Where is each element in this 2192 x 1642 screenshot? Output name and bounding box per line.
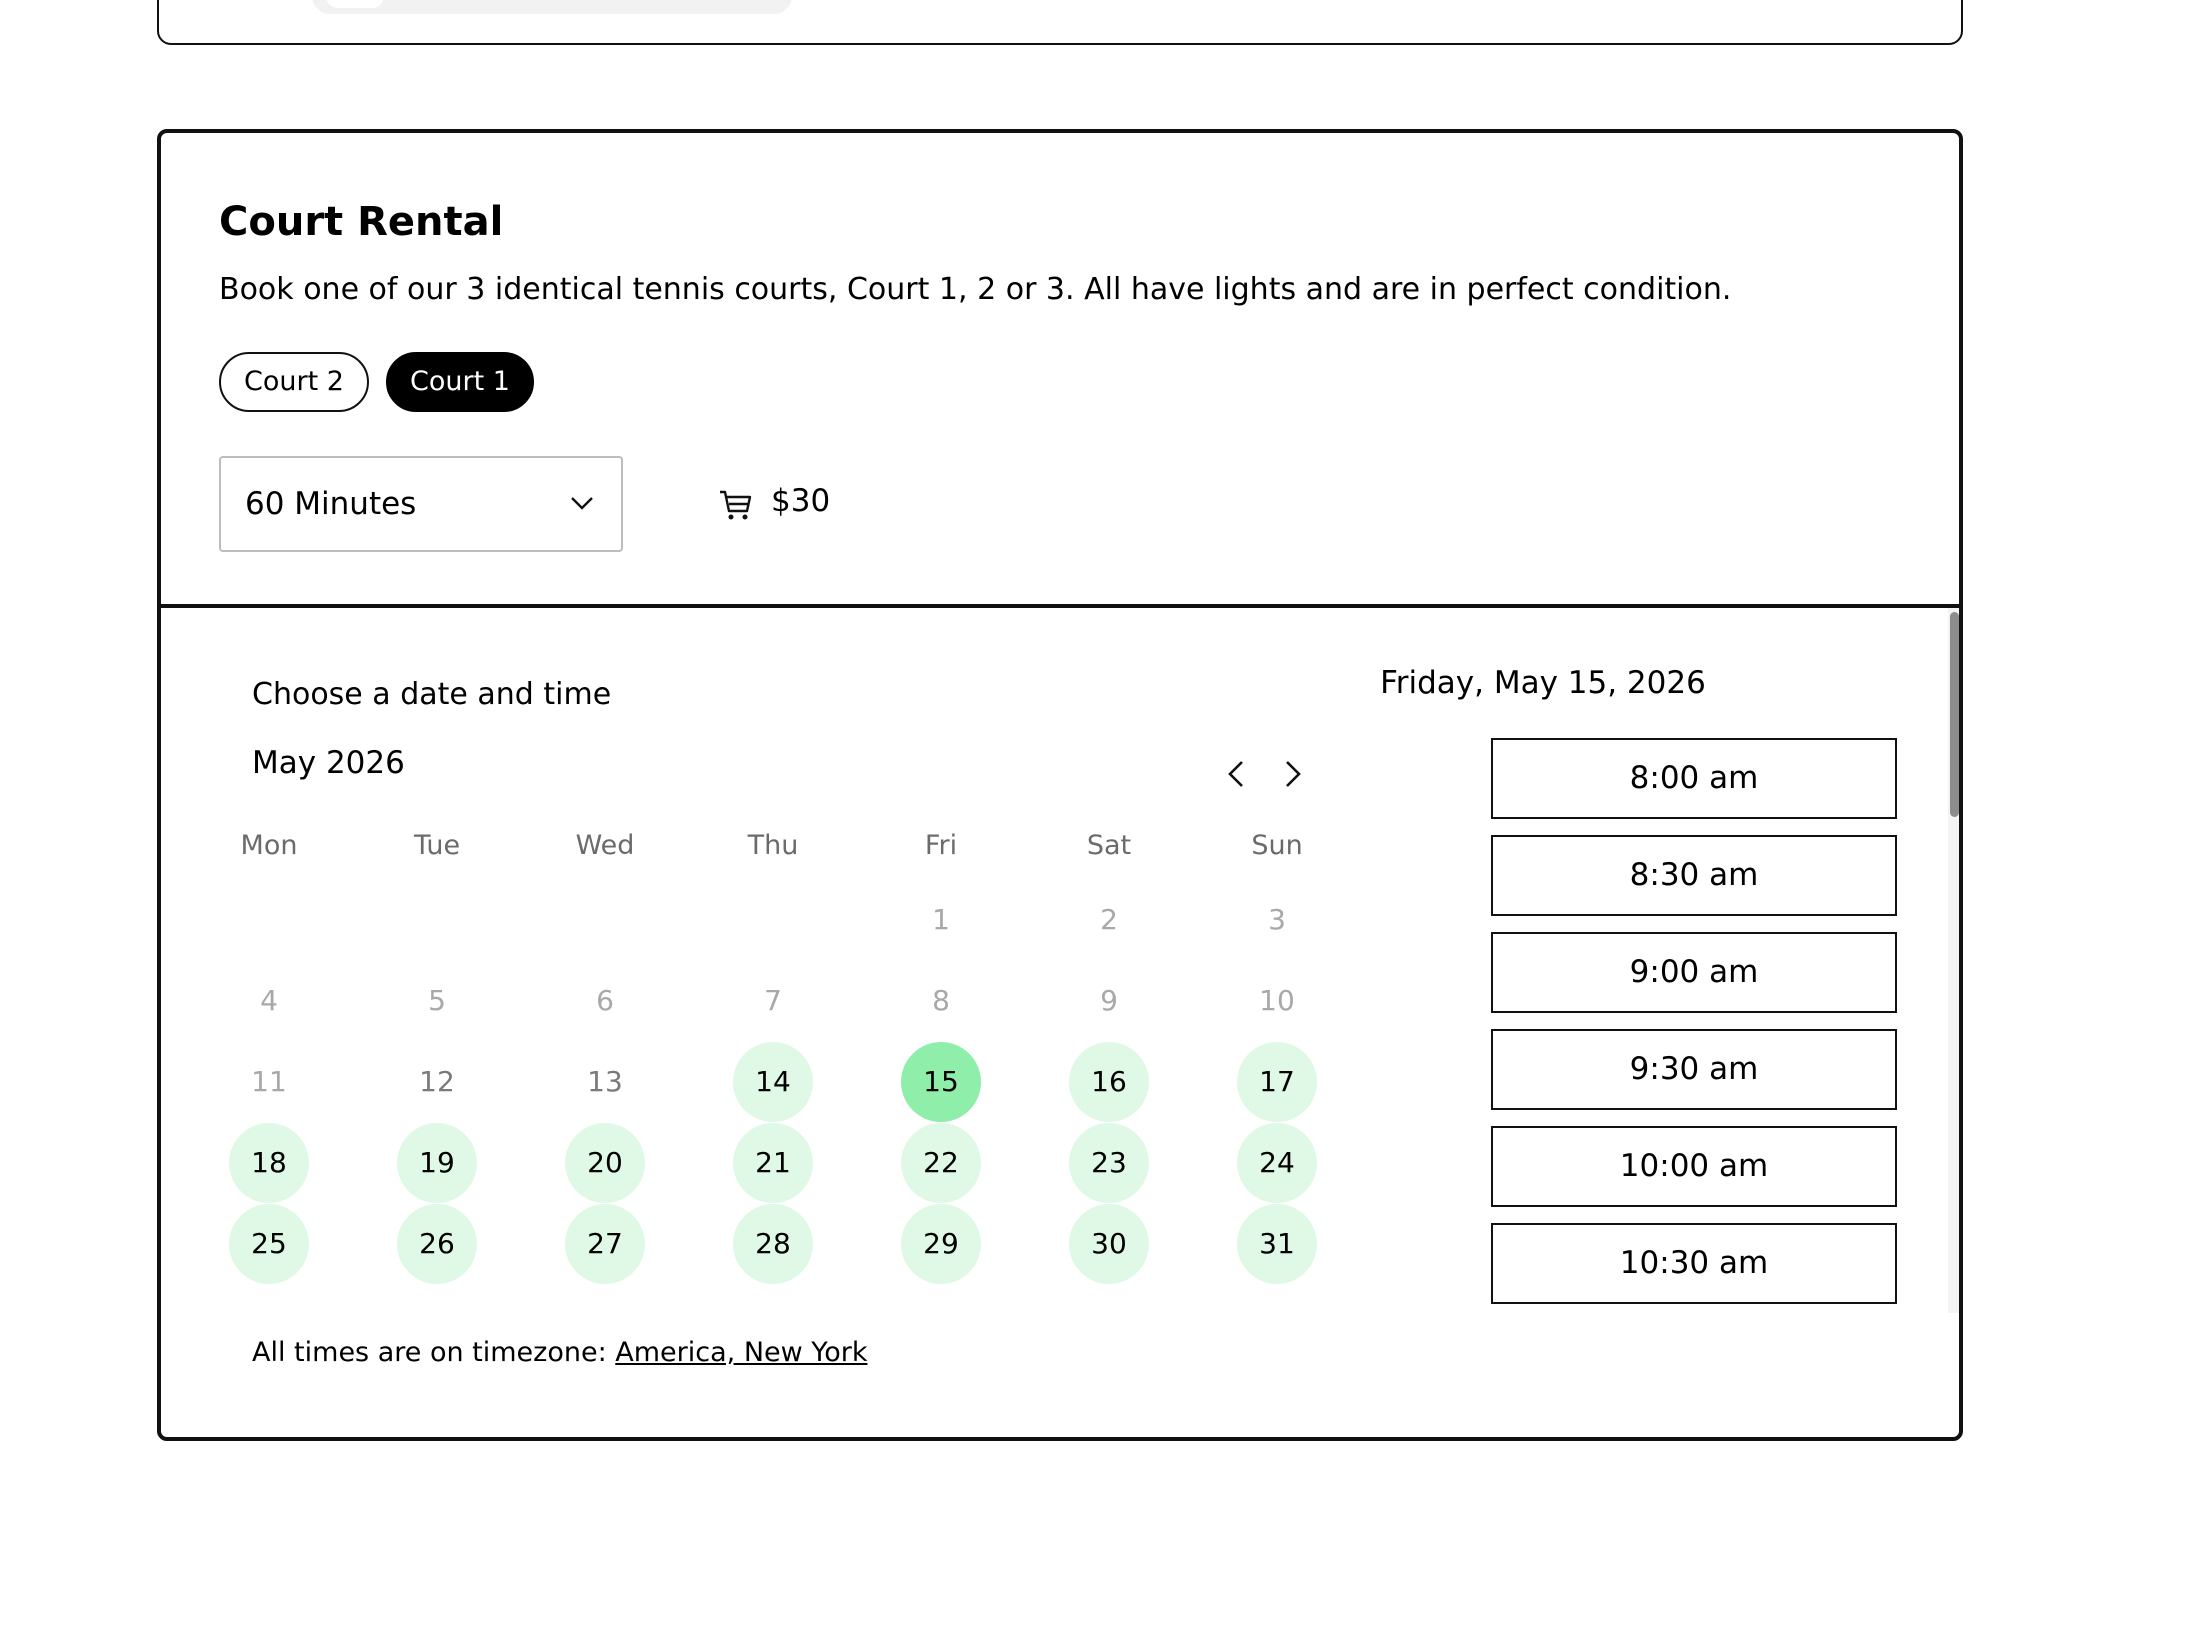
calendar-day-available[interactable]: 31	[1237, 1204, 1317, 1284]
chevron-left-icon[interactable]	[1222, 754, 1252, 794]
duration-select[interactable]	[219, 456, 623, 552]
calendar-day-available[interactable]: 28	[733, 1204, 813, 1284]
weekday-thu: Thu	[747, 830, 799, 861]
weekday-fri: Fri	[924, 830, 958, 861]
calendar-day-available[interactable]: 16	[1069, 1042, 1149, 1122]
chevron-down-icon	[569, 492, 595, 514]
calendar-day-available[interactable]: 26	[397, 1204, 477, 1284]
previous-card-knob	[324, 0, 386, 10]
price-value: $30	[771, 483, 831, 519]
scrollbar-thumb[interactable]	[1950, 612, 1959, 817]
calendar-day: 8	[932, 984, 950, 1017]
court-1-chip[interactable]: Court 1	[386, 352, 534, 412]
service-details	[161, 133, 1959, 608]
calendar-day-available[interactable]: 29	[901, 1204, 981, 1284]
calendar-day-selected[interactable]: 15	[901, 1042, 981, 1122]
court-2-chip[interactable]: Court 2	[219, 352, 369, 412]
service-title: Court Rental	[219, 199, 504, 245]
calendar-day-available[interactable]: 23	[1069, 1123, 1149, 1203]
calendar-day-available[interactable]: 19	[397, 1123, 477, 1203]
time-slot-button[interactable]: 10:00 am	[1491, 1126, 1897, 1207]
duration-value: 60 Minutes	[245, 486, 417, 522]
calendar-day: 13	[587, 1065, 623, 1098]
calendar-day-available[interactable]: 20	[565, 1123, 645, 1203]
time-slot-button[interactable]: 10:30 am	[1491, 1223, 1897, 1304]
calendar-day: 3	[1268, 903, 1286, 936]
calendar-day: 4	[260, 984, 278, 1017]
calendar-day: 5	[428, 984, 446, 1017]
booking-panel	[161, 608, 1959, 1441]
previous-card-control[interactable]	[312, 0, 792, 14]
weekday-sun: Sun	[1251, 830, 1303, 861]
calendar-day: 11	[251, 1065, 287, 1098]
calendar-day: 12	[419, 1065, 455, 1098]
timezone-label: All times are on timezone:	[252, 1337, 607, 1368]
calendar-day: 9	[1100, 984, 1118, 1017]
calendar-day-available[interactable]: 22	[901, 1123, 981, 1203]
calendar-day-available[interactable]: 14	[733, 1042, 813, 1122]
weekday-tue: Tue	[413, 830, 461, 861]
calendar-day: 6	[596, 984, 614, 1017]
selected-date-heading: Friday, May 15, 2026	[1380, 665, 1706, 701]
calendar-day-available[interactable]: 24	[1237, 1123, 1317, 1203]
time-slot-button[interactable]: 9:00 am	[1491, 932, 1897, 1013]
weekday-mon: Mon	[240, 830, 298, 861]
calendar-month: May 2026	[252, 745, 405, 781]
booking-heading: Choose a date and time	[252, 677, 612, 712]
time-slot-list[interactable]	[1491, 738, 1911, 1441]
previous-card	[157, 0, 1963, 45]
timezone-note	[252, 1337, 867, 1368]
cart-icon	[718, 487, 754, 523]
service-description: Book one of our 3 identical tennis courts, Court 1, 2 or 3. All have lights and are in perfect condition.	[219, 272, 1732, 307]
chevron-right-icon[interactable]	[1277, 754, 1307, 794]
time-slot-button[interactable]: 8:30 am	[1491, 835, 1897, 916]
calendar-day: 1	[932, 903, 950, 936]
calendar-day: 7	[764, 984, 782, 1017]
weekday-sat: Sat	[1086, 830, 1132, 861]
calendar-day-available[interactable]: 21	[733, 1123, 813, 1203]
calendar-day: 10	[1259, 984, 1295, 1017]
timezone-link[interactable]: America, New York	[615, 1337, 868, 1368]
calendar-day: 2	[1100, 903, 1118, 936]
scrollbar[interactable]	[1948, 608, 1961, 1313]
time-slot-button[interactable]: 8:00 am	[1491, 738, 1897, 819]
calendar-day-available[interactable]: 25	[229, 1204, 309, 1284]
weekday-wed: Wed	[575, 830, 635, 861]
calendar-day-available[interactable]: 30	[1069, 1204, 1149, 1284]
calendar-day-available[interactable]: 27	[565, 1204, 645, 1284]
calendar-day-available[interactable]: 18	[229, 1123, 309, 1203]
court-rental-card	[157, 129, 1963, 1441]
time-slot-button[interactable]: 9:30 am	[1491, 1029, 1897, 1110]
calendar-day-available[interactable]: 17	[1237, 1042, 1317, 1122]
